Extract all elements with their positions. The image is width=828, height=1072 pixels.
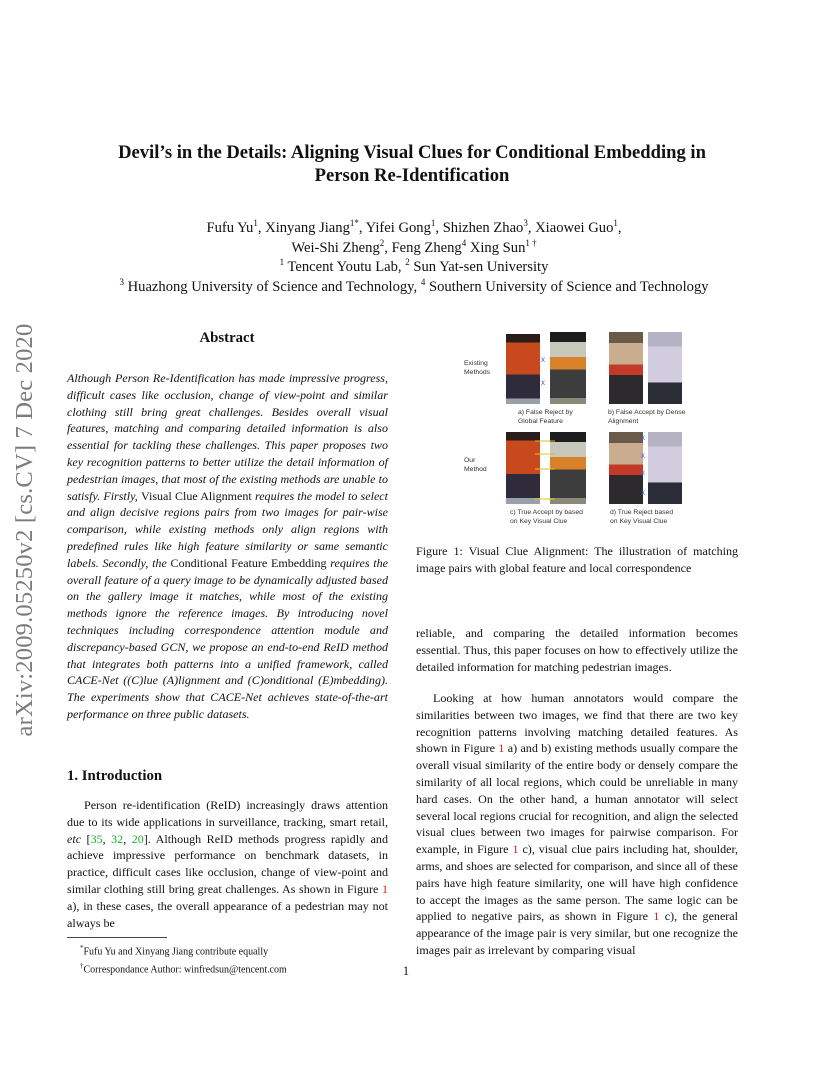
figure-ref-link[interactable]: 1	[498, 741, 505, 756]
body-paragraph	[416, 690, 738, 959]
body-text: ]. Although ReID methods progress rapidly and achieve impressive performance on benchmark datasets, in practice, difficult cases like occlusion, change of view-point and similar clothing still bring great challenges. As shown in Figure	[67, 831, 388, 896]
affiliation-mark: 1	[253, 218, 258, 229]
clue-alignment-lines	[455, 429, 717, 509]
figure-ref-link[interactable]: 1	[653, 909, 660, 924]
figure-caption: Figure 1: Visual Clue Alignment: The illustration of matching image pairs with global feature and local correspondence	[416, 544, 738, 575]
pedestrian-photo	[550, 332, 586, 404]
author-name: , Shizhen Zhao	[435, 220, 524, 236]
mismatch-mark: x	[541, 355, 545, 364]
affiliation-mark: 4	[461, 237, 467, 248]
affiliation-mark: 3	[523, 218, 528, 229]
affiliation-mark: 1	[430, 218, 436, 229]
footnote-2	[67, 959, 397, 977]
pedestrian-photo	[609, 332, 643, 404]
affiliation-mark: 1	[279, 257, 285, 268]
author-name: , Xinyang Jiang	[257, 220, 350, 236]
abstract-body	[67, 370, 388, 723]
panel-a-label: a) False Reject by Global Feature	[518, 409, 573, 425]
body-text: etc	[67, 831, 82, 846]
author-name: , Xiaowei Guo	[527, 220, 614, 236]
mismatch-mark: x	[641, 433, 645, 442]
body-text: [	[81, 831, 91, 846]
abstract-term: Conditional Feature Embedding	[170, 555, 327, 570]
affiliation: Southern University of Science and Technology	[425, 278, 709, 295]
abstract-text: requires the model to select and align decisive regions pairs from two images for pair-wise comparison, while existing methods only align regions with predefined rules like high feature similarity or same semantic labels. Secondly, the	[67, 488, 388, 570]
body-text: c), visual clue pairs including hat, shoulder, arms, and shoes are selected for comparison, and since all of these pairs have high feature similarity, one will have high confidence to accept the images as the same person. The same logic can be applied to negative pairs, as shown in Figure	[416, 842, 738, 924]
figure-ref-link[interactable]: 1	[512, 842, 519, 857]
mismatch-mark: x	[641, 451, 645, 460]
abstract-heading: Abstract	[199, 330, 255, 346]
pedestrian-photo	[506, 334, 540, 404]
page-number: 1	[402, 964, 410, 978]
abstract-term: Visual Clue Alignment	[141, 488, 252, 503]
separator: ,	[102, 831, 112, 846]
affiliation-mark: 1*	[349, 218, 359, 229]
footnote-1	[67, 941, 397, 959]
title-line-2: Person Re-Identification	[314, 165, 510, 186]
our-method-label: Our Method	[464, 457, 487, 473]
mismatch-mark: x	[641, 488, 645, 497]
citation-link[interactable]: 35	[90, 831, 103, 846]
mismatch-mark: x	[541, 378, 545, 387]
citation-link[interactable]: 32	[111, 831, 124, 846]
affiliation: Tencent Youtu Lab,	[284, 259, 406, 275]
separator: ,	[123, 831, 132, 846]
body-paragraph: reliable, and comparing the detailed information becomes essential. Thus, this paper focuses on how to effectively utilize the detailed information for matching pedestrian images.	[416, 626, 738, 674]
affiliation-mark: 3	[119, 276, 124, 287]
footnote-mark: †	[80, 962, 84, 971]
existing-methods-label: Existing Methods	[464, 360, 491, 376]
affiliation-line-1	[60, 258, 768, 278]
section-heading-introduction: 1. Introduction	[67, 768, 163, 784]
figure-ref-link[interactable]: 1	[381, 881, 388, 896]
citation-link[interactable]: 20	[131, 831, 144, 846]
paper-title	[80, 141, 744, 187]
intro-paragraph	[67, 797, 388, 931]
affiliation-line-2	[60, 278, 768, 298]
affiliation: Huazhong University of Science and Technology,	[123, 278, 421, 295]
affiliation-mark: 2	[405, 257, 410, 268]
author-name: Wei-Shi Zheng	[291, 239, 380, 256]
author-line-2	[60, 239, 768, 259]
affiliation-mark: 4	[420, 276, 426, 287]
mismatch-mark: x	[641, 468, 645, 477]
footnote-rule	[67, 937, 167, 938]
affiliation-mark: 2	[379, 237, 385, 248]
affiliation: Sun Yat-sen University	[409, 259, 549, 275]
footnotes	[67, 941, 397, 978]
footnote-text: Correspondance Author: winfredsun@tencent.com	[83, 964, 287, 976]
body-text: Looking at how human annotators would compare the similarities between two images, we find that there are two key recognition patterns involving matching detailed features. As shown in Figure	[416, 691, 738, 756]
footnote-mark: *	[80, 944, 84, 952]
footnote-text: Fufu Yu and Xinyang Jiang contribute equally	[83, 946, 269, 958]
pedestrian-photo	[648, 332, 682, 404]
body-text: a), in these cases, the overall appearance of a pedestrian may not always be	[67, 898, 388, 930]
author-block	[60, 219, 768, 297]
author-line-1	[60, 219, 768, 239]
body-text: Person re-identification (ReID) increasingly draws attention due to its wide applications in surveillance, tracking, smart retail,	[67, 798, 388, 829]
arxiv-stamp: arXiv:2009.05250v2 [cs.CV] 7 Dec 2020	[11, 323, 38, 737]
affiliation-mark: 1 †	[525, 237, 537, 248]
author-name: , Feng Zheng	[384, 239, 462, 256]
panel-c-label: c) True Accept by based on Key Visual Clue	[510, 509, 583, 525]
title-line-1: Devil’s in the Details: Aligning Visual Clues for Conditional Embedding in	[118, 142, 706, 163]
body-text: a) and b) existing methods usually compare the overall visual similarity of the entire body or densely compare the similarity of all local regions, which could be unreliable in many hard cases. On the other hand, a human annotator will select several local regions crucial for recognition, and align the selected visual clues between two images for pairwise comparison. For example, in Figure	[416, 741, 738, 857]
affiliation-mark: 1	[613, 218, 618, 229]
body-text: c), the general appearance of the image pair is very similar, but one recognize the images pair as irrelevant by comparing visual	[416, 909, 738, 957]
figure-1	[455, 329, 717, 529]
panel-d-label: d) True Reject based on Key Visual Clue	[610, 509, 674, 525]
author-name: Fufu Yu	[206, 220, 254, 236]
abstract-text: requires the overall feature of a query image to be dynamically adjusted based on the gallery image it matches, while most of the existing methods ignore the reference images. By introducing novel techniques including correspondence attention module and discrepancy-based GCN, we propose an end-to-end ReID method that integrates both patterns into a unified framework, called CACE-Net ((C)lue (A)lignment and (C)onditional (E)mbedding). The experiments show that CACE-Net achieves state-of-the-art performance on three public datasets.	[67, 555, 388, 721]
author-name: , Yifei Gong	[358, 220, 431, 236]
abstract-text: Although Person Re-Identification has made impressive progress, difficult cases like occlusion, change of view-point and similar clothing still bring great challenges. Besides overall visual features, matching and comparing detailed information is also essential for tackling these challenges. This paper proposes two key recognition patterns to better utilize the detail information of pedestrian images, that most of the existing methods are unable to satisfy. Firstly,	[67, 371, 388, 503]
author-name: Xing Sun	[466, 239, 526, 256]
panel-b-label: b) False Accept by Dense Alignment	[608, 409, 686, 425]
separator: ,	[617, 220, 622, 236]
